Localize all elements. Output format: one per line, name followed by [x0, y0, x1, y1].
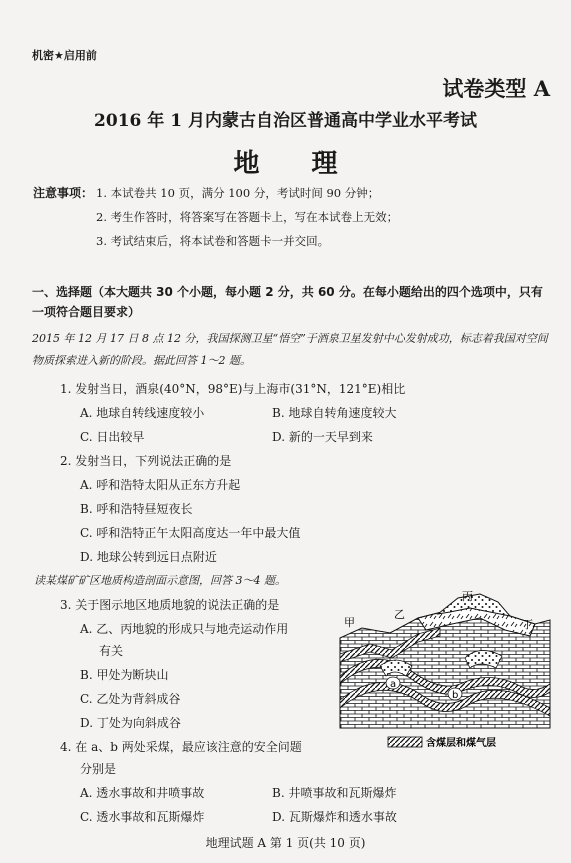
option-continued: 有关 — [99, 644, 124, 658]
note-item: 1. 本试卷共 10 页，满分 100 分，考试时间 90 分钟； — [96, 186, 380, 200]
option: B. 井喷事故和瓦斯爆炸 — [272, 786, 397, 800]
option: D. 地球公转到远日点附近 — [80, 550, 217, 564]
option: C. 呼和浩特正午太阳高度达一年中最大值 — [80, 526, 301, 540]
geologic-section-figure — [330, 588, 556, 756]
label-jia: 甲 — [344, 616, 355, 629]
notes-heading: 注意事项： — [33, 186, 94, 200]
section-heading: 一、选择题（本大题共 30 个小题，每小题 2 分，共 60 分。在每小题给出的四个选项中，只有一项符合题目要求） — [32, 285, 543, 319]
option: A. 乙、丙地貌的形成只与地壳运动作用 — [80, 622, 289, 636]
question-intro: 读某煤矿矿区地质构造剖面示意图，回答 3～4 题。 — [34, 574, 286, 587]
option: C. 乙处为背斜成谷 — [80, 692, 181, 706]
option: A. 地球自转线速度较小 — [80, 406, 205, 420]
option: D. 新的一天早到来 — [272, 430, 373, 444]
exam-title: 2016 年 1 月内蒙古自治区普通高中学业水平考试 — [94, 111, 477, 131]
label-a: a — [390, 679, 397, 690]
page-footer: 地理试题 A 第 1 页(共 10 页) — [205, 836, 366, 850]
label-ding: 丁 — [522, 618, 533, 631]
option: A. 透水事故和井喷事故 — [80, 786, 205, 800]
label-yi: 乙 — [394, 608, 405, 621]
question-intro: 2015 年 12 月 17 日 8 点 12 分，我国探测卫星“悟空”于酒泉卫星发射中心发射成功，标志着我国对空间物质探索进入新的阶段。据此回答 1～2 题。 — [32, 332, 548, 367]
option: D. 丁处为向斜成谷 — [80, 716, 181, 730]
subject-title: 地理 — [233, 149, 390, 179]
option: B. 甲处为断块山 — [80, 668, 169, 682]
question-3-stem: 3. 关于图示地区地质地貌的说法正确的是 — [60, 598, 280, 612]
paper-type: 试卷类型 A — [442, 76, 550, 101]
option: B. 呼和浩特昼短夜长 — [80, 502, 193, 516]
question-4-stem: 4. 在 a、b 两处采煤，最应该注意的安全问题 — [60, 740, 302, 754]
note-item: 2. 考生作答时，将答案写在答题卡上，写在本试卷上无效； — [96, 210, 399, 224]
option: C. 透水事故和瓦斯爆炸 — [80, 810, 205, 824]
label-b: b — [452, 690, 459, 701]
legend-swatch — [388, 737, 422, 747]
option: D. 瓦斯爆炸和透水事故 — [272, 810, 397, 824]
label-bing: 丙 — [462, 590, 473, 603]
option: A. 呼和浩特太阳从正东方升起 — [80, 478, 241, 492]
confidential-label: 机密★启用前 — [32, 49, 97, 62]
question-4-stem: 分别是 — [80, 762, 117, 776]
note-item: 3. 考试结束后，将本试卷和答题卡一并交回。 — [96, 234, 330, 248]
legend-label: 含煤层和煤气层 — [426, 738, 496, 749]
question-1-stem: 1. 发射当日，酒泉(40°N，98°E)与上海市(31°N，121°E)相比 — [60, 382, 406, 396]
question-2-stem: 2. 发射当日，下列说法正确的是 — [60, 454, 232, 468]
option: C. 日出较早 — [80, 430, 145, 444]
option: B. 地球自转角速度较大 — [272, 406, 397, 420]
